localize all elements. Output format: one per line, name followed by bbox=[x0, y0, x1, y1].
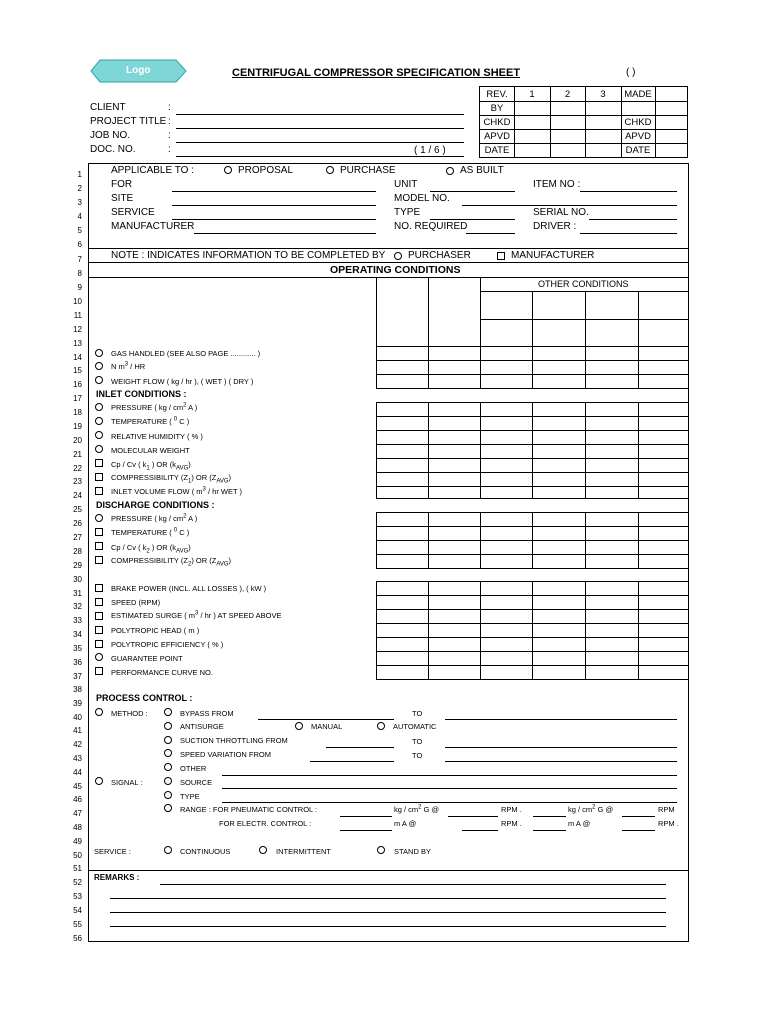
colon: : bbox=[168, 144, 171, 155]
suction-to-label: TO bbox=[412, 737, 423, 746]
other-conditions-label: OTHER CONDITIONS bbox=[538, 279, 629, 289]
row-number: 53 bbox=[73, 892, 82, 901]
row-number: 51 bbox=[73, 864, 82, 873]
inlet-temperature-marker bbox=[95, 417, 103, 425]
poly-eff-label: POLYTROPIC EFFICIENCY ( % ) bbox=[111, 640, 224, 649]
row-number: 31 bbox=[73, 589, 82, 598]
standby-radio[interactable] bbox=[377, 846, 385, 854]
service-mode-label: SERVICE : bbox=[94, 847, 131, 856]
row-number: 45 bbox=[73, 782, 82, 791]
grid-line bbox=[376, 595, 688, 596]
item-no-label: ITEM NO : bbox=[533, 179, 581, 190]
molecular-weight-label: MOLECULAR WEIGHT bbox=[111, 446, 190, 455]
colon: : bbox=[168, 102, 171, 113]
grid-line bbox=[376, 498, 688, 499]
pneu-rpm-label-1: RPM . bbox=[501, 805, 522, 814]
project-title-label: PROJECT TITLE bbox=[90, 116, 167, 127]
row-number: 48 bbox=[73, 823, 82, 832]
perf-curve-marker bbox=[95, 667, 103, 675]
grid-line bbox=[480, 291, 688, 292]
row-number: 35 bbox=[73, 644, 82, 653]
grid-line bbox=[376, 277, 377, 346]
revision-grid bbox=[479, 86, 688, 158]
electr-rpm-label-2: RPM . bbox=[658, 819, 679, 828]
grid-line bbox=[688, 346, 689, 388]
type-radio[interactable] bbox=[164, 791, 172, 799]
row-number: 28 bbox=[73, 547, 82, 556]
remarks-line-3[interactable] bbox=[110, 912, 666, 913]
bypass-to-field[interactable] bbox=[445, 719, 677, 720]
range-radio[interactable] bbox=[164, 804, 172, 812]
row-number: 34 bbox=[73, 630, 82, 639]
client-label: CLIENT bbox=[90, 102, 126, 113]
logo-text: Logo bbox=[126, 65, 151, 76]
suction-label: SUCTION THROTTLING FROM bbox=[180, 736, 288, 745]
client-field[interactable] bbox=[176, 114, 464, 115]
discharge-cpcv-marker bbox=[95, 542, 103, 550]
row-number: 6 bbox=[77, 240, 82, 249]
method-label: METHOD : bbox=[111, 709, 148, 718]
grid-line bbox=[376, 388, 688, 389]
grid-line bbox=[376, 374, 688, 375]
signal-label: SIGNAL : bbox=[111, 778, 143, 787]
speed-var-to-field[interactable] bbox=[445, 761, 677, 762]
suction-from-field[interactable] bbox=[326, 747, 394, 748]
type-label: TYPE bbox=[180, 792, 200, 801]
electr-rpm-label-1: RPM . bbox=[501, 819, 522, 828]
discharge-pressure-marker bbox=[95, 514, 103, 522]
grid-line bbox=[376, 346, 377, 388]
model-no-field[interactable] bbox=[462, 205, 677, 206]
row-number: 16 bbox=[73, 380, 82, 389]
row-number: 32 bbox=[73, 602, 82, 611]
inlet-cpcv-marker bbox=[95, 459, 103, 467]
page-number: ( 1 / 6 ) bbox=[414, 145, 446, 156]
inlet-volume-label: INLET VOLUME FLOW ( $m^3$ / hr WET ) bbox=[111, 486, 243, 496]
job-no-field[interactable] bbox=[176, 142, 464, 143]
grid-line bbox=[376, 486, 688, 487]
guarantee-marker bbox=[95, 653, 103, 661]
inlet-volume-marker bbox=[95, 487, 103, 495]
row-number: 21 bbox=[73, 450, 82, 459]
date-label-right: DATE bbox=[625, 145, 651, 156]
intermittent-radio[interactable] bbox=[259, 846, 267, 854]
gas-handled-marker bbox=[95, 349, 103, 357]
applicable-to-label: APPLICABLE TO : bbox=[111, 165, 195, 176]
electr-value-2[interactable] bbox=[533, 830, 566, 831]
discharge-cpcv-label: Cp / Cv ( $k_2$ ) OR $(k_{AVG})$ bbox=[111, 543, 191, 555]
made-label: MADE bbox=[624, 89, 652, 100]
serial-no-label: SERIAL NO. bbox=[533, 207, 589, 218]
discharge-pressure-label: PRESSURE ( kg / $cm^2$ A ) bbox=[111, 513, 198, 523]
grid-line bbox=[376, 679, 688, 680]
grid-line bbox=[688, 512, 689, 568]
brake-power-marker bbox=[95, 584, 103, 592]
chkd-label: CHKD bbox=[483, 117, 511, 128]
row-number: 47 bbox=[73, 809, 82, 818]
row-number: 1 bbox=[77, 170, 82, 179]
colon: : bbox=[168, 116, 171, 127]
electr-rpm-1[interactable] bbox=[462, 830, 498, 831]
nm3-marker bbox=[95, 362, 103, 370]
poly-head-label: POLYTROPIC HEAD ( m ) bbox=[111, 626, 200, 635]
grid-line bbox=[480, 277, 481, 346]
speed-var-from-field[interactable] bbox=[310, 761, 394, 762]
manufacturer-marker-icon bbox=[497, 252, 505, 260]
project-title-field[interactable] bbox=[176, 128, 464, 129]
row-number: 44 bbox=[73, 768, 82, 777]
operating-conditions-title: OPERATING CONDITIONS bbox=[330, 264, 461, 276]
grid-line bbox=[688, 581, 689, 679]
speed-variation-radio[interactable] bbox=[164, 749, 172, 757]
divider bbox=[88, 277, 689, 278]
grid-line bbox=[376, 554, 688, 555]
row-number: 25 bbox=[73, 505, 82, 514]
antisurge-radio[interactable] bbox=[164, 722, 172, 730]
pneu-rpm-1[interactable] bbox=[448, 816, 498, 817]
row-number: 2 bbox=[77, 184, 82, 193]
by-label: BY bbox=[490, 103, 504, 114]
electr-control-label: FOR ELECTR. CONTROL : bbox=[219, 819, 312, 828]
automatic-radio[interactable] bbox=[377, 722, 385, 730]
proposal-radio[interactable] bbox=[224, 166, 232, 174]
divider bbox=[88, 870, 689, 871]
unit-label: UNIT bbox=[394, 179, 418, 190]
relative-humidity-marker bbox=[95, 431, 103, 439]
site-field[interactable] bbox=[172, 205, 376, 206]
manual-radio[interactable] bbox=[295, 722, 303, 730]
remarks-line-1[interactable] bbox=[160, 884, 666, 885]
inlet-temperature-label: TEMPERATURE ( $^0$ C ) bbox=[111, 416, 190, 426]
for-field[interactable] bbox=[172, 191, 376, 192]
note-purchaser: PURCHASER bbox=[408, 250, 471, 261]
row-number: 50 bbox=[73, 851, 82, 860]
grid-line bbox=[638, 346, 639, 388]
electr-unit-2: m A @ bbox=[568, 819, 591, 828]
speed-label: SPEED (RPM) bbox=[111, 598, 161, 607]
purchase-label: PURCHASE bbox=[340, 165, 396, 176]
unit-field[interactable] bbox=[430, 191, 515, 192]
proposal-label: PROPOSAL bbox=[238, 165, 294, 176]
inlet-conditions-title: INLET CONDITIONS : bbox=[96, 389, 187, 399]
row-number: 38 bbox=[73, 685, 82, 694]
grid-line bbox=[376, 416, 688, 417]
source-label: SOURCE bbox=[180, 778, 213, 787]
row-number: 23 bbox=[73, 477, 82, 486]
speed-var-to-label: TO bbox=[412, 751, 423, 760]
source-field[interactable] bbox=[222, 788, 677, 789]
other-radio[interactable] bbox=[164, 763, 172, 771]
row-number: 22 bbox=[73, 464, 82, 473]
grid-line bbox=[376, 458, 688, 459]
range-pneumatic-label: RANGE : FOR PNEUMATIC CONTROL : bbox=[180, 805, 318, 814]
serial-no-field[interactable] bbox=[589, 219, 677, 220]
type-field[interactable] bbox=[222, 802, 677, 803]
row-number: 42 bbox=[73, 740, 82, 749]
discharge-compressibility-marker bbox=[95, 556, 103, 564]
electr-value-1[interactable] bbox=[340, 830, 392, 831]
brake-power-label: BRAKE POWER (INCL. ALL LOSSES ), ( kW ) bbox=[111, 584, 267, 593]
inlet-pressure-marker bbox=[95, 403, 103, 411]
grid-line bbox=[376, 651, 688, 652]
remarks-title: REMARKS : bbox=[94, 873, 140, 882]
colon: : bbox=[168, 130, 171, 141]
suction-radio[interactable] bbox=[164, 736, 172, 744]
pneu-unit-1: kg / $cm^2$ G @ bbox=[394, 804, 440, 814]
no-required-label: NO. REQUIRED bbox=[394, 221, 468, 232]
discharge-temperature-label: TEMPERATURE ( $^0$ C ) bbox=[111, 527, 190, 537]
note-manufacturer: MANUFACTURER bbox=[511, 250, 595, 261]
row-number: 43 bbox=[73, 754, 82, 763]
intermittent-label: INTERMITTENT bbox=[276, 847, 331, 856]
row-number: 36 bbox=[73, 658, 82, 667]
grid-line bbox=[376, 472, 688, 473]
grid-line bbox=[585, 346, 586, 388]
antisurge-label: ANTISURGE bbox=[180, 722, 224, 731]
grid-line bbox=[376, 623, 688, 624]
for-label: FOR bbox=[111, 179, 133, 190]
pneu-value-1[interactable] bbox=[340, 816, 392, 817]
pneu-rpm-label-2: RPM bbox=[658, 805, 675, 814]
date-label: DATE bbox=[484, 145, 510, 156]
row-number: 30 bbox=[73, 575, 82, 584]
bypass-label: BYPASS FROM bbox=[180, 709, 234, 718]
grid-line bbox=[532, 346, 533, 388]
grid-line bbox=[428, 346, 429, 388]
automatic-label: AUTOMATIC bbox=[393, 722, 437, 731]
row-number: 5 bbox=[77, 226, 82, 235]
bypass-from-field[interactable] bbox=[258, 719, 394, 720]
row-number: 14 bbox=[73, 353, 82, 362]
source-radio[interactable] bbox=[164, 777, 172, 785]
grid-line bbox=[376, 540, 688, 541]
site-label: SITE bbox=[111, 193, 134, 204]
purchase-radio[interactable] bbox=[326, 166, 334, 174]
method-marker bbox=[95, 708, 103, 716]
bypass-radio[interactable] bbox=[164, 708, 172, 716]
rev-label: REV. bbox=[486, 89, 508, 100]
row-number: 24 bbox=[73, 491, 82, 500]
row-number: 8 bbox=[77, 269, 82, 278]
row-number: 12 bbox=[73, 325, 82, 334]
row-number: 10 bbox=[73, 297, 82, 306]
grid-line bbox=[376, 444, 688, 445]
driver-label: DRIVER : bbox=[533, 221, 577, 232]
note-text: NOTE : INDICATES INFORMATION TO BE COMPLETED BY bbox=[111, 250, 386, 261]
speed-marker bbox=[95, 598, 103, 606]
row-number: 49 bbox=[73, 837, 82, 846]
inlet-compressibility-label: COMPRESSIBILITY $(Z_1)$ OR $(Z_{AVG})$ bbox=[111, 473, 232, 485]
speed-variation-label: SPEED VARIATION FROM bbox=[180, 750, 271, 759]
row-number: 55 bbox=[73, 920, 82, 929]
standby-label: STAND BY bbox=[394, 847, 431, 856]
row-number: 29 bbox=[73, 561, 82, 570]
row-number: 46 bbox=[73, 795, 82, 804]
row-number: 33 bbox=[73, 616, 82, 625]
discharge-conditions-title: DISCHARGE CONDITIONS : bbox=[96, 500, 215, 510]
doc-no-label: DOC. NO. bbox=[90, 144, 136, 155]
row-number: 26 bbox=[73, 519, 82, 528]
manual-label: MANUAL bbox=[311, 722, 343, 731]
grid-line bbox=[376, 526, 688, 527]
pneu-rpm-2[interactable] bbox=[622, 816, 655, 817]
pneu-value-2[interactable] bbox=[533, 816, 566, 817]
continuous-radio[interactable] bbox=[164, 846, 172, 854]
bypass-to-label: TO bbox=[412, 709, 423, 718]
continuous-label: CONTINUOUS bbox=[180, 847, 231, 856]
gas-handled-label: GAS HANDLED (SEE ALSO PAGE ............ ) bbox=[111, 349, 261, 358]
manufacturer-field[interactable] bbox=[194, 233, 376, 234]
row-number: 15 bbox=[73, 366, 82, 375]
row-number: 13 bbox=[73, 339, 82, 348]
apvd-label: APVD bbox=[484, 131, 510, 142]
row-number: 37 bbox=[73, 672, 82, 681]
rev-col-1: 1 bbox=[529, 89, 535, 100]
inlet-pressure-label: PRESSURE ( kg / $cm^2$ A ) bbox=[111, 402, 198, 412]
no-required-field[interactable] bbox=[466, 233, 515, 234]
row-number: 56 bbox=[73, 934, 82, 943]
process-control-title: PROCESS CONTROL : bbox=[96, 693, 193, 703]
row-number: 41 bbox=[73, 726, 82, 735]
inlet-cpcv-label: Cp / Cv ( $k_1$ ) OR $(k_{AVG})$ bbox=[111, 460, 191, 472]
grid-line bbox=[480, 346, 481, 388]
purchaser-marker-icon bbox=[394, 252, 402, 260]
row-number: 19 bbox=[73, 422, 82, 431]
inlet-compressibility-marker bbox=[95, 473, 103, 481]
manufacturer-label: MANUFACTURER bbox=[111, 221, 195, 232]
row-number: 9 bbox=[77, 283, 82, 292]
service-label: SERVICE bbox=[111, 207, 155, 218]
divider bbox=[88, 262, 689, 263]
electr-rpm-2[interactable] bbox=[622, 830, 655, 831]
model-no-label: MODEL NO. bbox=[394, 193, 450, 204]
remarks-line-4[interactable] bbox=[110, 926, 666, 927]
weight-flow-marker bbox=[95, 376, 103, 384]
as-built-label: AS BUILT bbox=[460, 165, 504, 176]
type-label: TYPE bbox=[394, 207, 421, 218]
row-number: 54 bbox=[73, 906, 82, 915]
divider bbox=[88, 248, 689, 249]
row-number: 7 bbox=[77, 255, 82, 264]
title-bracket: ( ) bbox=[626, 67, 636, 78]
other-label: OTHER bbox=[180, 764, 207, 773]
remarks-line-2[interactable] bbox=[110, 898, 666, 899]
row-number: 52 bbox=[73, 878, 82, 887]
relative-humidity-label: RELATIVE HUMIDITY ( % ) bbox=[111, 432, 203, 441]
grid-line bbox=[376, 637, 688, 638]
rev-col-2: 2 bbox=[564, 89, 571, 100]
row-number: 4 bbox=[77, 212, 82, 221]
electr-unit-1: m A @ bbox=[394, 819, 417, 828]
pneu-unit-2: kg / $cm^2$ G @ bbox=[568, 804, 614, 814]
chkd-label-right: CHKD bbox=[624, 117, 652, 128]
poly-eff-marker bbox=[95, 640, 103, 648]
grid-line bbox=[428, 277, 429, 346]
grid-line bbox=[376, 360, 688, 361]
signal-marker bbox=[95, 777, 103, 785]
row-number: 3 bbox=[77, 198, 82, 207]
weight-flow-label: WEIGHT FLOW ( kg / hr ), ( WET ) ( DRY ) bbox=[111, 377, 254, 386]
other-field[interactable] bbox=[222, 775, 677, 776]
type-field[interactable] bbox=[430, 219, 515, 220]
row-number: 11 bbox=[73, 311, 82, 320]
row-number: 40 bbox=[73, 713, 82, 722]
discharge-temperature-marker bbox=[95, 528, 103, 536]
row-number: 39 bbox=[73, 699, 82, 708]
guarantee-label: GUARANTEE POINT bbox=[111, 654, 183, 663]
apvd-label-right: APVD bbox=[625, 131, 651, 142]
grid-line bbox=[376, 430, 688, 431]
doc-no-field[interactable] bbox=[176, 156, 464, 157]
row-number: 27 bbox=[73, 533, 82, 542]
poly-head-marker bbox=[95, 626, 103, 634]
sheet-title: CENTRIFUGAL COMPRESSOR SPECIFICATION SHEET bbox=[232, 67, 521, 79]
grid-line bbox=[376, 609, 688, 610]
grid-line bbox=[480, 319, 688, 320]
rev-col-3: 3 bbox=[600, 89, 606, 100]
row-number: 17 bbox=[73, 394, 82, 403]
grid-line bbox=[688, 402, 689, 498]
row-number: 18 bbox=[73, 408, 82, 417]
molecular-weight-marker bbox=[95, 445, 103, 453]
row-number: 20 bbox=[73, 436, 82, 445]
discharge-compressibility-label: COMPRESSIBILITY $(Z_2)$ OR $(Z_{AVG})$ bbox=[111, 556, 232, 568]
est-surge-label: ESTIMATED SURGE ( $m^3$ / hr ) AT SPEED ABOVE bbox=[111, 610, 282, 620]
grid-line bbox=[376, 568, 688, 569]
service-field[interactable] bbox=[172, 219, 376, 220]
as-built-radio[interactable] bbox=[446, 167, 454, 175]
grid-line bbox=[376, 665, 688, 666]
driver-field[interactable] bbox=[580, 233, 677, 234]
est-surge-marker bbox=[95, 612, 103, 620]
nm3-label: N $m^3$ / HR bbox=[111, 361, 146, 371]
suction-to-field[interactable] bbox=[445, 747, 677, 748]
job-no-label: JOB NO. bbox=[90, 130, 131, 141]
item-no-field[interactable] bbox=[580, 191, 677, 192]
perf-curve-label: PERFORMANCE CURVE NO. bbox=[111, 668, 213, 677]
